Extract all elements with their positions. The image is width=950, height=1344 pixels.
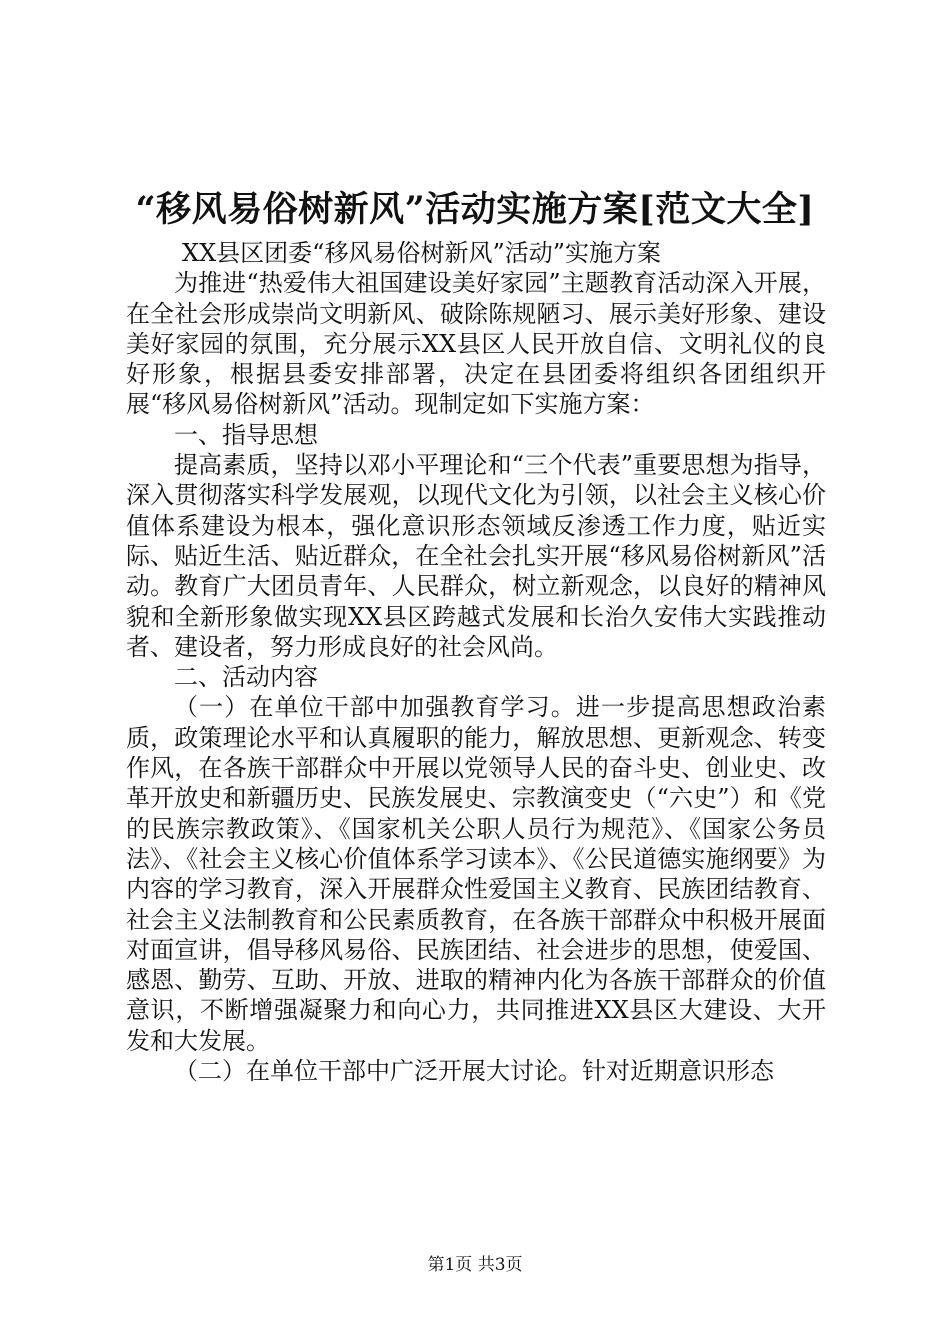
paragraph-guiding-ideology: 提高素质，坚持以邓小平理论和“三个代表”重要思想为指导，深入贯彻落实科学发展观，以现代文化为引领，以社会主义核心价值体系建设为根本，强化意识形态领域反渗透工作力度，贴近实际、贴近生活、贴近群众，在全社会扎实开展“移风易俗树新风”活动。教育广大团员青年、人民群众，树立新观念，以良好的精神风貌和全新形象做实现XX县区跨越式发展和长治久安伟大实践推动者、建设者，努力形成良好的社会风尚。: [126, 451, 826, 661]
page-number-footer: 第1页 共3页: [427, 1255, 523, 1275]
document-title: “移风易俗树新风”活动实施方案[范文大全]: [135, 189, 815, 230]
document-body: [126, 238, 826, 1086]
paragraph-intro: 为推进“热爱伟大祖国建设美好家园”主题教育活动深入开展，在全社会形成崇尚文明新风、破除陈规陋习、展示美好形象、建设美好家园的氛围，充分展示XX县区人民开放自信、文明礼仪的良好形象，根据县委安排部署，决定在县团委将组织各团组织开展“移风易俗树新风”活动。现制定如下实施方案：: [126, 269, 826, 419]
paragraph-activity-item-1: （一）在单位干部中加强教育学习。进一步提高思想政治素质，政策理论水平和认真履职的能力，解放思想、更新观念、转变作风，在各族干部群众中开展以党领导人民的奋斗史、创业史、改革开放史和新疆历史、民族发展史、宗教演变史（“六史”）和《党的民族宗教政策》、《国家机关公职人员行为规范》、《国家公务员法》、《社会主义核心价值体系学习读本》、《公民道德实施纲要》为内容的学习教育，深入开展群众性爱国主义教育、民族团结教育、社会主义法制教育和公民素质教育，在各族干部群众中积极开展面对面宣讲，倡导移风易俗、民族团结、社会进步的思想，使爱国、感恩、勤劳、互助、开放、进取的精神内化为各族干部群众的价值意识，不断增强凝聚力和向心力，共同推进XX县区大建设、大开发和大发展。: [126, 693, 826, 1055]
document-subtitle: XX县区团委“移风易俗树新风”活动”实施方案: [182, 239, 661, 267]
section-heading-activity-content: 二、活动内容: [174, 663, 318, 692]
section-heading-guiding-ideology: 一、指导思想: [174, 420, 318, 449]
paragraph-activity-item-2: （二）在单位干部中广泛开展大讨论。针对近期意识形态: [174, 1057, 774, 1086]
